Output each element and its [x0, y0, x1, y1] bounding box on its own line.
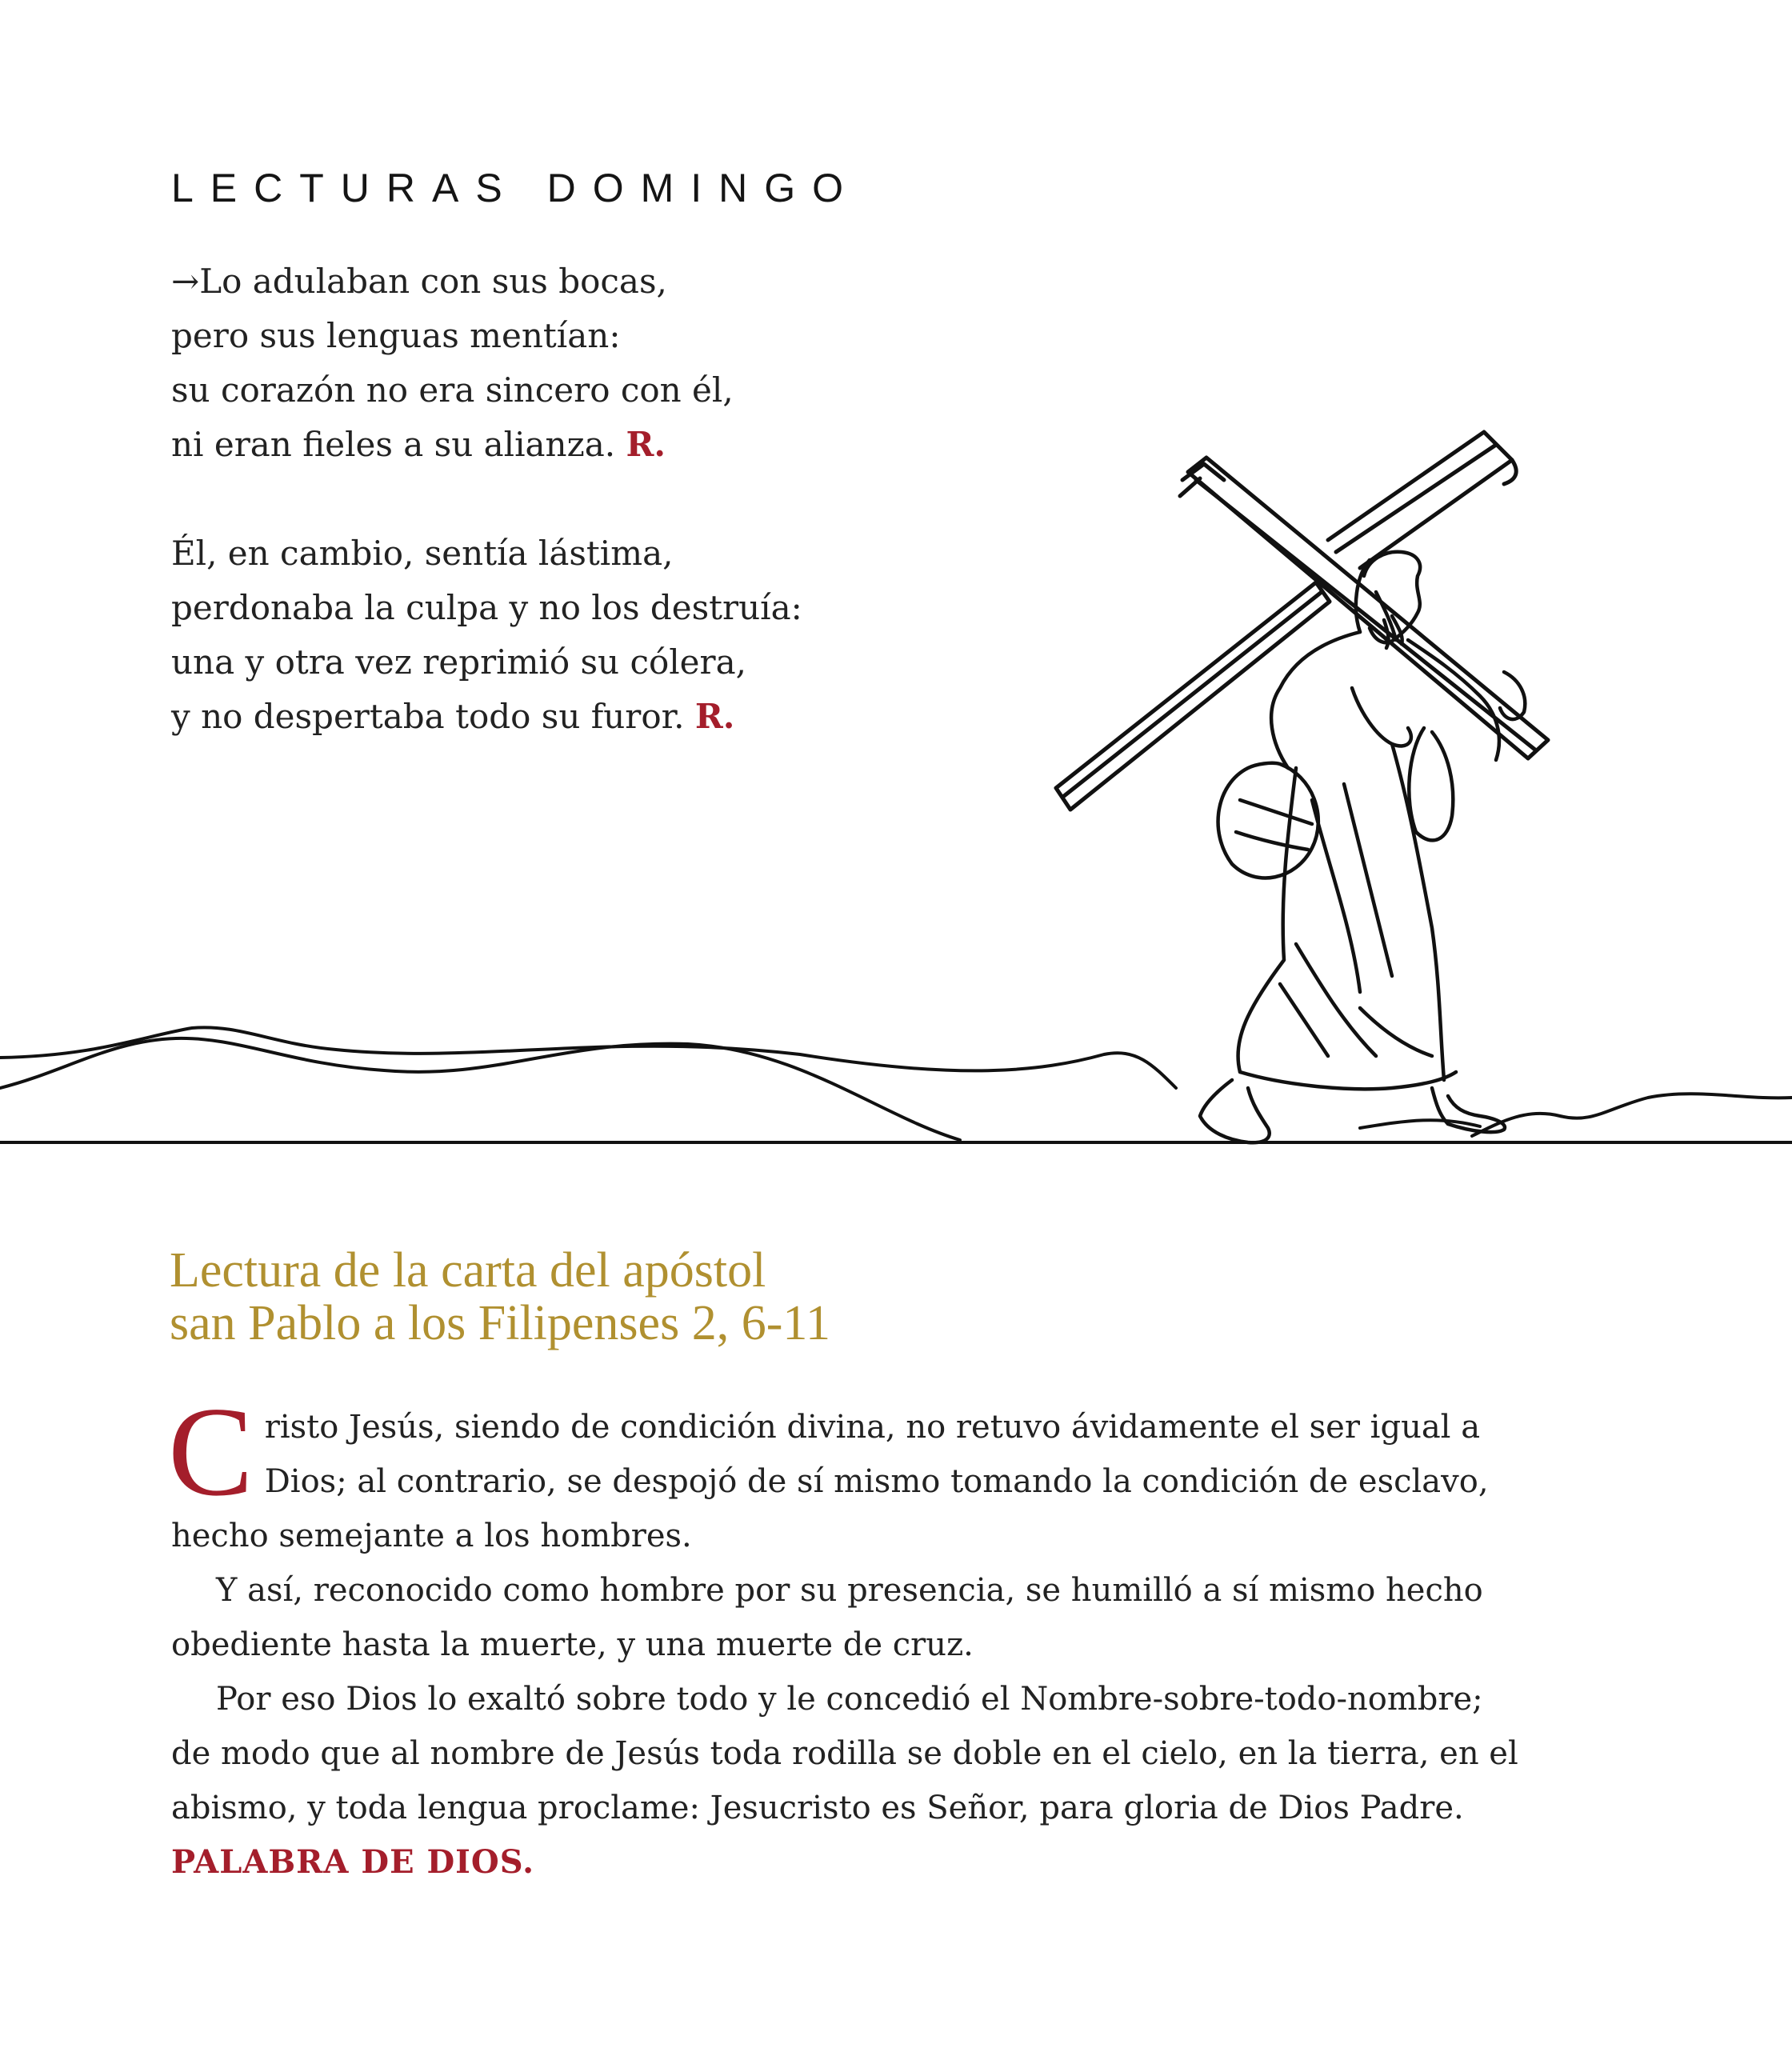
reading-body	[168, 1380, 1523, 1890]
psalm-line: ni eran fieles a su alianza. R.	[171, 425, 666, 464]
drop-cap: C	[168, 1380, 254, 1522]
reading-paragraph: Y así, reconocido como hombre por su presencia, se humilló a sí mismo hecho obediente hasta la muerte, y una muerte de cruz.	[171, 1572, 1483, 1663]
figure-outline	[1200, 552, 1525, 1142]
psalm-line: perdonaba la culpa y no los destruía:	[171, 588, 802, 627]
response-marker: R.	[626, 425, 666, 464]
response-marker: R.	[694, 697, 735, 736]
section-title: LECTURAS DOMINGO	[171, 166, 861, 210]
reading-title	[170, 1244, 830, 1350]
cross-icon	[1056, 432, 1548, 810]
reading-paragraph: Por eso Dios lo exaltó sobre todo y le concedió el Nombre-sobre-todo-nombre; de modo que al nombre de Jesús toda rodilla se doble en el cielo, en la tierra, en el abismo, y toda lengua proclame: Jesucristo es Señor, para gloria de Dios Padre. PALABRA DE DIOS.	[171, 1681, 1518, 1881]
psalm-line: su corazón no era sincero con él,	[171, 370, 734, 410]
reading-title-line-1: Lectura de la carta del apóstol	[170, 1243, 766, 1298]
psalm-line: una y otra vez reprimió su cólera,	[171, 642, 747, 682]
christ-carrying-cross-illustration	[0, 416, 1792, 1160]
psalm-line: Él, en cambio, sentía lástima,	[171, 534, 674, 573]
reading-paragraph: Cristo Jesús, siendo de condición divina, no retuvo ávidamente el ser igual a Dios; al contrario, se despojó de sí mismo tomando la condición de esclavo, hecho semejante a los hombres.	[168, 1380, 1489, 1554]
closing-acclamation: PALABRA DE DIOS.	[171, 1843, 535, 1881]
psalm-line: →Lo adulaban con sus bocas,	[171, 262, 667, 301]
psalm-line: y no despertaba todo su furor. R.	[171, 697, 735, 736]
ground-lines	[0, 1027, 1792, 1142]
psalm-line: pero sus lenguas mentían:	[171, 316, 621, 355]
reading-title-line-2: san Pablo a los Filipenses 2, 6-11	[170, 1296, 831, 1350]
